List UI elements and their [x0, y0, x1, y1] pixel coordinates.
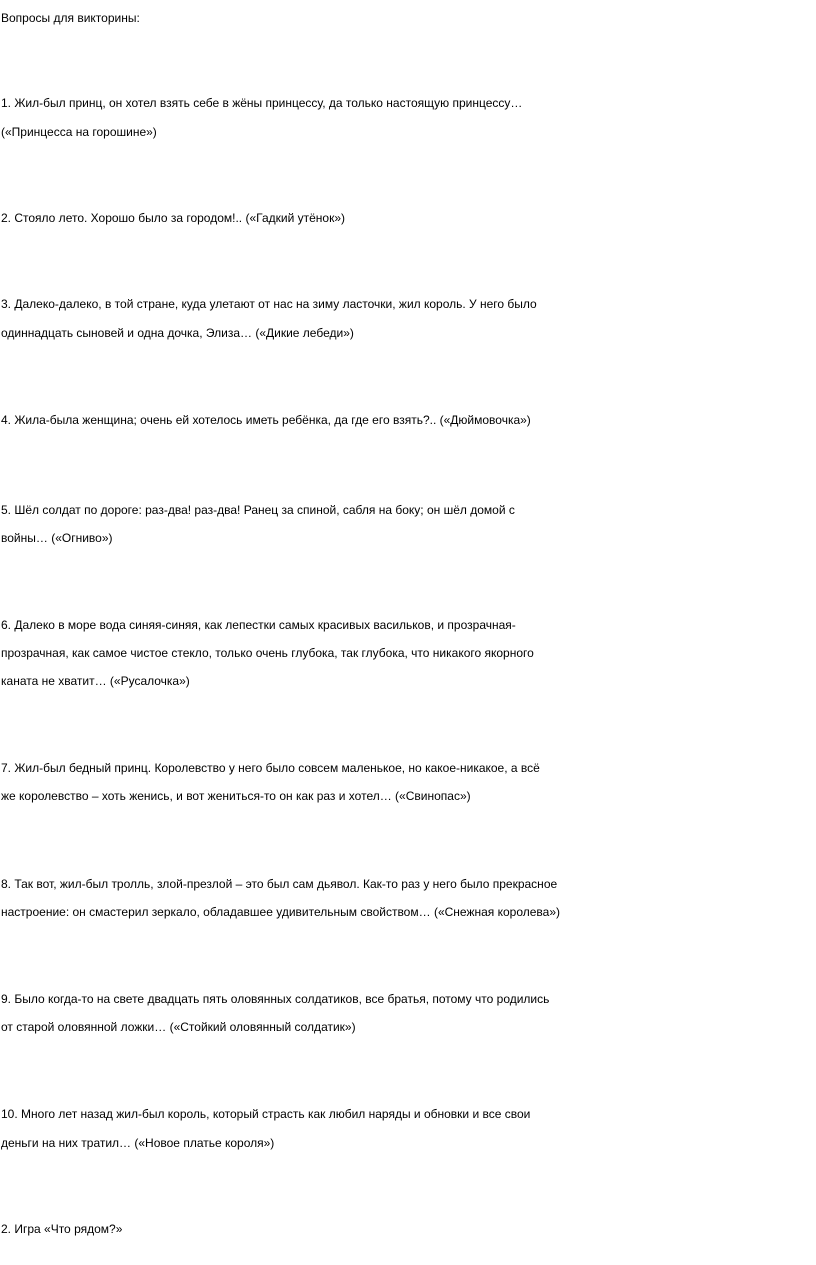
game-heading: 2. Игра «Что рядом?»: [1, 1222, 123, 1236]
question-4-line-1: 4. Жила-была женщина; очень ей хотелось иметь ребёнка, да где его взять?.. («Дюймовочка»): [1, 413, 531, 427]
question-7-line-1: 7. Жил-был бедный принц. Королевство у него было совсем маленькое, но какое-никакое, а всё: [1, 761, 540, 775]
question-9-line-2: от старой оловянной ложки… («Стойкий оловянный солдатик»): [1, 1020, 356, 1034]
question-5-line-1: 5. Шёл солдат по дороге: раз-два! раз-два! Ранец за спиной, сабля на боку; он шёл домой с: [1, 503, 515, 517]
quiz-heading: Вопросы для викторины:: [1, 11, 140, 25]
question-9-line-1: 9. Было когда-то на свете двадцать пять оловянных солдатиков, все братья, потому что родились: [1, 992, 550, 1006]
question-6-line-1: 6. Далеко в море вода синяя-синяя, как лепестки самых красивых васильков, и прозрачная-: [1, 618, 516, 632]
question-3-line-2: одиннадцать сыновей и одна дочка, Элиза… («Дикие лебеди»): [1, 326, 354, 340]
question-1-line-1: 1. Жил-был принц, он хотел взять себе в жёны принцессу, да только настоящую принцессу…: [1, 96, 523, 110]
question-3-line-1: 3. Далеко-далеко, в той стране, куда улетают от нас на зиму ласточки, жил король. У него было: [1, 297, 537, 311]
question-2-line-1: 2. Стояло лето. Хорошо было за городом!.. («Гадкий утёнок»): [1, 211, 346, 225]
question-1-line-2: («Принцесса на горошине»): [1, 125, 157, 139]
question-10-line-2: деньги на них тратил… («Новое платье короля»): [1, 1136, 275, 1150]
question-7-line-2: же королевство – хоть женись, и вот жениться-то он как раз и хотел… («Свинопас»): [1, 789, 471, 803]
question-6-line-3: каната не хватит… («Русалочка»): [1, 674, 190, 688]
question-6-line-2: прозрачная, как самое чистое стекло, только очень глубока, так глубока, что никакого якорного: [1, 646, 534, 660]
question-8-line-2: настроение: он смастерил зеркало, обладавшее удивительным свойством… («Снежная королева»): [1, 905, 561, 919]
question-10-line-1: 10. Много лет назад жил-был король, который страсть как любил наряды и обновки и все свои: [1, 1107, 531, 1121]
question-5-line-2: войны… («Огниво»): [1, 531, 113, 545]
question-8-line-1: 8. Так вот, жил-был тролль, злой-презлой – это был сам дьявол. Как-то раз у него было прекрасное: [1, 877, 558, 891]
